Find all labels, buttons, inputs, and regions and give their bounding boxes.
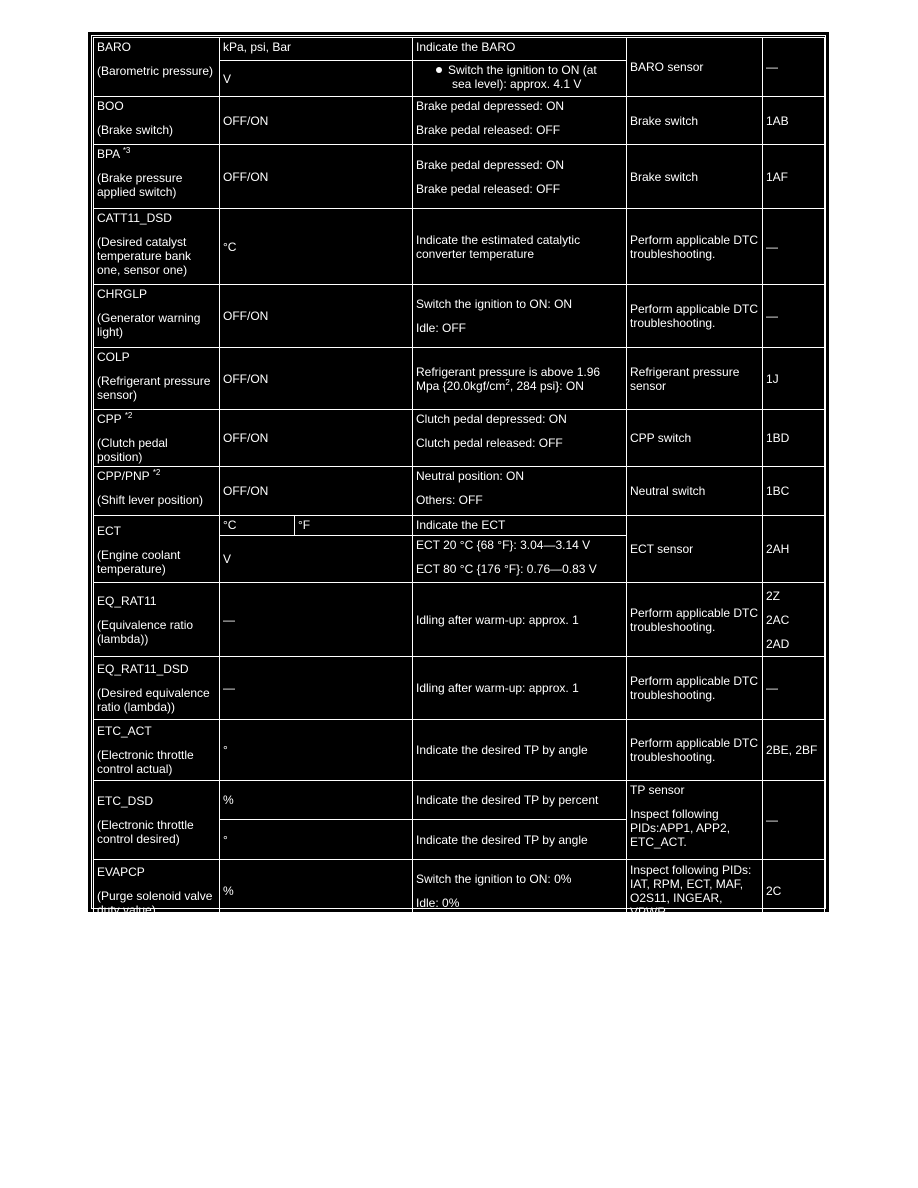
unit-cell xyxy=(220,820,413,860)
condition-text: Indicate the desired TP by percent xyxy=(416,793,599,807)
dtc-cell xyxy=(763,38,825,97)
unit-value: V xyxy=(223,71,232,86)
pid-description: temperature) xyxy=(97,562,166,576)
action-text: Inspect following xyxy=(630,807,719,821)
dtc-text: — xyxy=(766,309,778,323)
dtc-text: 1BD xyxy=(766,431,790,445)
pid-description: (Clutch pedal position) xyxy=(97,436,168,464)
unit-value: ° xyxy=(223,832,228,847)
action-text: troubleshooting. xyxy=(630,619,716,634)
dtc-text: 1AF xyxy=(766,169,789,184)
action-text: Brake switch xyxy=(630,169,699,184)
action-cell xyxy=(627,657,763,720)
pid-cell xyxy=(94,209,220,285)
dtc-cell xyxy=(763,583,825,657)
dtc-cell xyxy=(763,516,825,583)
condition-cell xyxy=(413,209,627,285)
dtc-text: — xyxy=(766,681,778,695)
table-row xyxy=(94,209,825,285)
dtc-cell xyxy=(763,410,825,467)
unit-value: OFF/ON xyxy=(223,371,269,386)
condition-cell xyxy=(413,467,627,516)
action-text: Perform applicable DTC xyxy=(630,674,759,688)
table-row xyxy=(94,410,825,467)
bullet-icon xyxy=(436,67,442,73)
condition-cell xyxy=(413,61,627,97)
action-text: Brake switch xyxy=(630,113,699,128)
action-cell xyxy=(627,97,763,145)
pid-description: (Barometric pressure) xyxy=(97,64,214,78)
action-text: troubleshooting. xyxy=(630,688,716,702)
action-text: O2S11, INGEAR, xyxy=(630,891,723,905)
action-text: VPWR. xyxy=(630,905,670,919)
condition-cell xyxy=(413,720,627,781)
pid-description: sensor) xyxy=(97,388,138,402)
condition-text: Idle: 0% xyxy=(416,896,460,910)
action-text: sensor xyxy=(630,378,667,393)
unit-cell xyxy=(220,781,413,820)
unit-cell xyxy=(220,720,413,781)
table-row xyxy=(94,97,825,145)
unit-value: — xyxy=(223,681,235,695)
superscript: 2 xyxy=(505,377,510,387)
condition-text: ECT 20 °C {68 °F}: 3.04—3.14 V xyxy=(416,538,591,552)
unit-value: OFF/ON xyxy=(223,309,269,323)
condition-text: Indicate the BARO xyxy=(416,40,516,54)
dtc-cell xyxy=(763,781,825,860)
unit-cell xyxy=(220,38,413,61)
unit-value: ° xyxy=(223,743,228,757)
pid-description: ratio (lambda)) xyxy=(97,700,176,714)
pid-description: (Desired equivalence xyxy=(97,686,210,700)
dtc-cell xyxy=(763,657,825,720)
pid-cell xyxy=(94,516,220,583)
condition-text: Mpa {20.0kgf/cm xyxy=(416,378,506,393)
pid-description: (Equivalence ratio xyxy=(97,617,194,632)
footnote-mark: *3 xyxy=(122,146,131,155)
pid-name: ETC_DSD xyxy=(97,794,154,808)
dtc-text: 1BC xyxy=(766,484,790,498)
unit-cell xyxy=(220,209,413,285)
pid-name: CHRGLP xyxy=(97,287,148,301)
pid-description: applied switch) xyxy=(97,185,177,199)
unit-cell xyxy=(220,657,413,720)
pid-cell xyxy=(94,410,220,467)
pid-cell xyxy=(94,285,220,348)
condition-text: Brake pedal released: OFF xyxy=(416,123,561,137)
pid-cell xyxy=(94,657,220,720)
action-text: Perform applicable DTC xyxy=(630,605,759,620)
table-row xyxy=(94,285,825,348)
table-row xyxy=(94,467,825,516)
pid-description: control desired) xyxy=(97,832,180,846)
action-text: Refrigerant pressure xyxy=(630,364,740,379)
condition-text: , 284 psi}: ON xyxy=(509,378,584,393)
table-row xyxy=(94,348,825,410)
dtc-text: 2AC xyxy=(766,612,790,627)
unit-value: °F xyxy=(298,518,311,532)
condition-text: Indicate the ECT xyxy=(416,518,506,532)
dtc-text: 1AB xyxy=(766,113,789,128)
action-text: BARO sensor xyxy=(630,60,704,74)
dtc-text: 2AH xyxy=(766,542,790,556)
pid-name: BARO xyxy=(97,40,132,54)
table-row xyxy=(94,720,825,781)
unit-value: % xyxy=(223,884,234,898)
unit-value: °C xyxy=(223,518,237,532)
pid-table-inner-border xyxy=(91,35,826,919)
action-text: Perform applicable DTC xyxy=(630,302,759,316)
pid-name: EQ_RAT11_DSD xyxy=(97,662,189,676)
dtc-cell xyxy=(763,720,825,781)
table-row xyxy=(94,516,825,536)
unit-cell xyxy=(220,97,413,145)
condition-cell xyxy=(413,781,627,820)
condition-text: Indicate the desired TP by angle xyxy=(416,743,588,757)
condition-text: Idle: OFF xyxy=(416,321,467,335)
pid-description: (lambda)) xyxy=(97,631,149,646)
pid-description: (Electronic throttle xyxy=(97,818,194,832)
unit-cell xyxy=(220,61,413,97)
pid-description: (Electronic throttle xyxy=(97,748,194,762)
dtc-text: — xyxy=(766,239,778,254)
pid-description: (Engine coolant xyxy=(97,548,181,562)
pid-monitor-table xyxy=(93,37,825,923)
pid-table-frame xyxy=(88,32,829,919)
condition-text: ECT 80 °C {176 °F}: 0.76—0.83 V xyxy=(416,562,597,576)
pid-description: (Brake pressure xyxy=(97,171,183,185)
unit-value: °C xyxy=(223,239,237,254)
pid-description: light) xyxy=(97,325,124,339)
pid-name: CATT11_DSD xyxy=(97,211,172,225)
pid-name: ETC_ACT xyxy=(97,724,152,738)
dtc-text: 2Z xyxy=(766,588,781,603)
dtc-text: 2C xyxy=(766,884,782,898)
unit-value: % xyxy=(223,793,234,807)
dtc-cell xyxy=(763,145,825,209)
condition-text: Switch the ignition to ON (at xyxy=(448,63,597,77)
condition-cell xyxy=(413,348,627,410)
condition-cell xyxy=(413,145,627,209)
unit-cell xyxy=(220,410,413,467)
condition-cell xyxy=(413,860,627,923)
condition-text: Switch the ignition to ON: 0% xyxy=(416,872,572,886)
condition-text: Idling after warm-up: approx. 1 xyxy=(416,612,579,627)
pid-cell xyxy=(94,781,220,860)
condition-cell xyxy=(413,657,627,720)
condition-text: Clutch pedal depressed: ON xyxy=(416,412,567,426)
condition-text: Indicate the desired TP by angle xyxy=(416,832,588,847)
action-cell xyxy=(627,410,763,467)
action-text: ETC_ACT. xyxy=(630,835,687,849)
dtc-text: 1J xyxy=(766,371,779,386)
pid-cell xyxy=(94,467,220,516)
pid-description: (Generator warning xyxy=(97,311,201,325)
dtc-cell xyxy=(763,860,825,923)
pid-name: EQ_RAT11 xyxy=(97,593,157,608)
dtc-text: — xyxy=(766,60,778,74)
condition-text: Indicate the estimated catalytic xyxy=(416,232,581,247)
action-text: Perform applicable DTC xyxy=(630,736,759,750)
condition-text: Switch the ignition to ON: ON xyxy=(416,297,573,311)
dtc-text: — xyxy=(766,813,778,827)
action-cell xyxy=(627,38,763,97)
pid-description: duty value) xyxy=(97,903,156,917)
condition-cell xyxy=(413,583,627,657)
unit-cell xyxy=(220,860,413,923)
condition-cell xyxy=(413,820,627,860)
condition-text: Others: OFF xyxy=(416,493,483,507)
table-row xyxy=(94,38,825,61)
unit-cell xyxy=(220,348,413,410)
action-cell xyxy=(627,781,763,860)
unit-value: OFF/ON xyxy=(223,431,269,445)
action-cell xyxy=(627,285,763,348)
pid-name: COLP xyxy=(97,350,130,364)
pid-name: BPA xyxy=(97,147,120,161)
pid-name: BOO xyxy=(97,99,124,113)
action-text: ECT sensor xyxy=(630,542,694,556)
action-text: troubleshooting. xyxy=(630,316,716,330)
action-text: TP sensor xyxy=(630,783,685,797)
action-cell xyxy=(627,720,763,781)
action-cell xyxy=(627,516,763,583)
action-text: IAT, RPM, ECT, MAF, xyxy=(630,877,744,891)
condition-text: sea level): approx. 4.1 V xyxy=(452,77,582,91)
pid-description: control actual) xyxy=(97,762,173,776)
unit-cell xyxy=(295,516,413,536)
condition-cell xyxy=(413,97,627,145)
unit-cell xyxy=(220,285,413,348)
action-cell xyxy=(627,145,763,209)
action-cell xyxy=(627,348,763,410)
pid-name: CPP xyxy=(97,412,122,426)
pid-name: ECT xyxy=(97,524,121,538)
condition-text: Refrigerant pressure is above 1.96 xyxy=(416,364,601,379)
pid-cell xyxy=(94,720,220,781)
table-row xyxy=(94,145,825,209)
action-text: Neutral switch xyxy=(630,484,706,498)
pid-name: CPP/PNP xyxy=(97,469,150,483)
dtc-cell xyxy=(763,209,825,285)
dtc-cell xyxy=(763,97,825,145)
pid-cell xyxy=(94,583,220,657)
condition-text: Neutral position: ON xyxy=(416,469,525,483)
condition-text: Idling after warm-up: approx. 1 xyxy=(416,681,579,695)
dtc-text: 2AD xyxy=(766,636,790,651)
condition-cell xyxy=(413,285,627,348)
unit-value: — xyxy=(223,612,235,627)
unit-cell xyxy=(220,467,413,516)
footnote-mark: *2 xyxy=(152,468,161,477)
action-text: PIDs:APP1, APP2, xyxy=(630,821,731,835)
pid-name: EVAPCP xyxy=(97,865,145,879)
dtc-cell xyxy=(763,348,825,410)
unit-value: OFF/ON xyxy=(223,169,269,184)
condition-text: converter temperature xyxy=(416,246,535,261)
pid-description: temperature bank xyxy=(97,249,192,263)
action-text: troubleshooting. xyxy=(630,750,716,764)
unit-value: kPa, psi, Bar xyxy=(223,40,292,54)
unit-value: V xyxy=(223,552,232,566)
unit-cell xyxy=(220,145,413,209)
dtc-cell xyxy=(763,467,825,516)
unit-cell xyxy=(220,516,295,536)
pid-cell xyxy=(94,145,220,209)
table-row xyxy=(94,657,825,720)
condition-cell xyxy=(413,536,627,583)
condition-text: Brake pedal released: OFF xyxy=(416,181,561,196)
action-text: Inspect following PIDs: xyxy=(630,863,752,877)
pid-description: (Purge solenoid valve xyxy=(97,889,213,903)
table-row xyxy=(94,860,825,923)
action-cell xyxy=(627,209,763,285)
pid-description: (Desired catalyst xyxy=(97,235,187,249)
condition-text: Brake pedal depressed: ON xyxy=(416,157,565,172)
pid-cell xyxy=(94,860,220,923)
pid-cell xyxy=(94,38,220,97)
dtc-cell xyxy=(763,285,825,348)
pid-cell xyxy=(94,348,220,410)
pid-cell xyxy=(94,97,220,145)
action-text: CPP switch xyxy=(630,431,692,445)
unit-value: OFF/ON xyxy=(223,113,269,128)
pid-description: (Refrigerant pressure xyxy=(97,374,211,388)
action-cell xyxy=(627,467,763,516)
action-cell xyxy=(627,860,763,923)
action-text: Perform applicable DTC xyxy=(630,232,759,247)
footnote-mark: *2 xyxy=(124,411,133,420)
action-text: troubleshooting. xyxy=(630,246,716,261)
condition-cell xyxy=(413,38,627,61)
pid-description: (Brake switch) xyxy=(97,123,174,137)
table-row xyxy=(94,781,825,820)
pid-description: (Shift lever position) xyxy=(97,493,204,507)
pid-description: one, sensor one) xyxy=(97,263,188,277)
unit-cell xyxy=(220,536,413,583)
table-row xyxy=(94,583,825,657)
action-cell xyxy=(627,583,763,657)
unit-cell xyxy=(220,583,413,657)
unit-value: OFF/ON xyxy=(223,484,269,498)
condition-cell xyxy=(413,516,627,536)
condition-text: Clutch pedal released: OFF xyxy=(416,436,563,450)
dtc-text: 2BE, 2BF xyxy=(766,743,818,757)
condition-text: Brake pedal depressed: ON xyxy=(416,99,565,113)
condition-cell xyxy=(413,410,627,467)
